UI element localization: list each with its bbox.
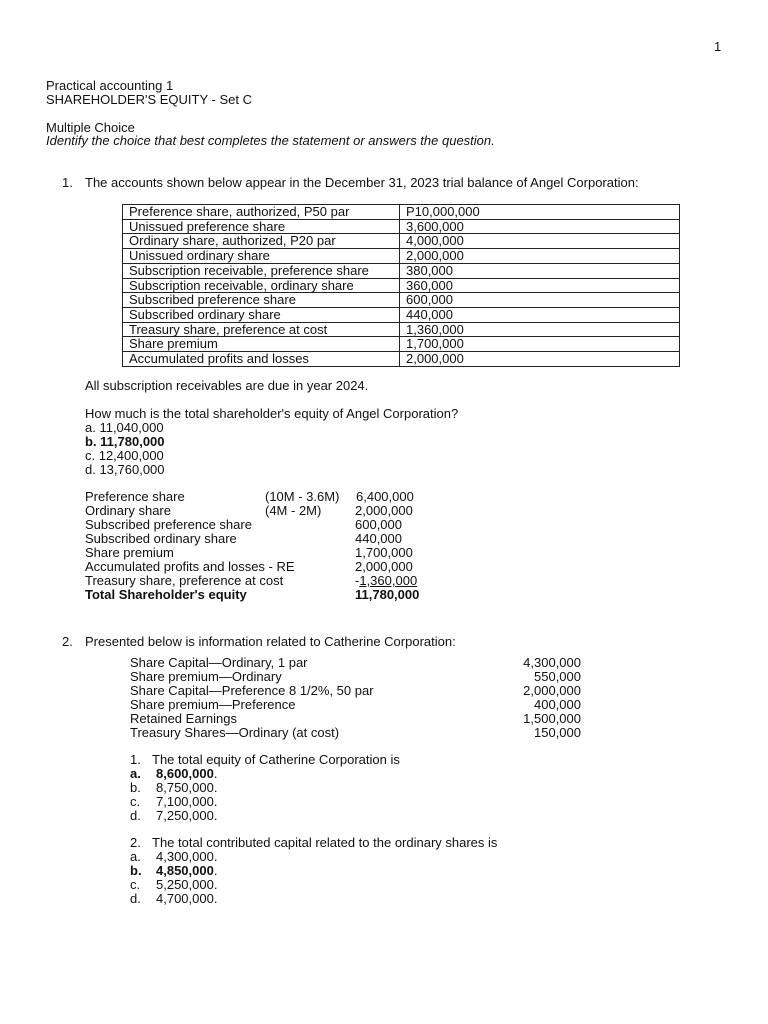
table-row	[123, 322, 680, 337]
amount-cell: P10,000,000	[400, 205, 680, 220]
answer-period: .	[213, 766, 218, 781]
amount-cell: 380,000	[400, 263, 680, 278]
solution-labels	[85, 490, 295, 602]
question-1-choices	[85, 421, 165, 477]
choice-letter: b.	[130, 780, 141, 795]
item-amount: 150,000	[534, 725, 581, 740]
question-1-number: 1.	[62, 175, 73, 190]
table-row	[123, 219, 680, 234]
solution-amount: 440,000	[355, 531, 402, 546]
amount-cell: 1,360,000	[400, 322, 680, 337]
amount-cell: 2,000,000	[400, 249, 680, 264]
solution-label: Subscribed ordinary share	[85, 531, 237, 546]
minus-sign: -	[355, 573, 360, 588]
amount-cell: 3,600,000	[400, 219, 680, 234]
subquestion-1-number: 1.	[130, 752, 141, 767]
choice-letter: b.	[130, 863, 142, 878]
choice-letter: a.	[130, 849, 141, 864]
page-number: 1	[714, 39, 722, 54]
choice-b: 8,750,000.	[156, 780, 218, 795]
account-cell: Treasury share, preference at cost	[123, 322, 400, 337]
subquestion-1-letters	[130, 767, 141, 823]
amount-cell: 440,000	[400, 307, 680, 322]
question-2-number: 2.	[62, 634, 73, 649]
amount-cell: 2,000,000	[400, 352, 680, 367]
solution-label: Treasury share, preference at cost	[85, 573, 284, 588]
item-label: Treasury Shares—Ordinary (at cost)	[130, 725, 340, 740]
solution-label: Subscribed preference share	[85, 517, 252, 532]
choice-letter: d.	[130, 808, 141, 823]
table-row	[123, 205, 680, 220]
solution-treasury-amount	[355, 574, 419, 588]
item-label: Retained Earnings	[130, 711, 237, 726]
subquestion-1-text: The total equity of Catherine Corporation is	[152, 752, 400, 767]
subscription-note: All subscription receivables are due in year 2024.	[85, 378, 369, 393]
choice-d: 7,250,000.	[156, 808, 218, 823]
answer-value: 8,600,000	[156, 766, 214, 781]
amount-cell: 600,000	[400, 293, 680, 308]
catherine-items-amounts	[481, 656, 581, 740]
solution-computations	[265, 490, 339, 518]
subquestion-1-choices	[156, 767, 217, 823]
item-label: Share premium—Preference	[130, 697, 296, 712]
item-label: Share Capital—Ordinary, 1 par	[130, 655, 308, 670]
choice-a-answer	[156, 767, 217, 781]
subquestion-2-letters	[130, 850, 142, 906]
subquestion-2-choices	[156, 850, 217, 906]
solution-amounts	[355, 490, 419, 602]
table-row	[123, 293, 680, 308]
account-cell: Subscription receivable, ordinary share	[123, 278, 400, 293]
set-title: SHAREHOLDER'S EQUITY - Set C	[46, 92, 252, 107]
table-row	[123, 337, 680, 352]
item-amount: 2,000,000	[523, 683, 581, 698]
solution-total-amount: 11,780,000	[355, 587, 420, 602]
account-cell: Unissued preference share	[123, 219, 400, 234]
solution-amount: 1,700,000	[355, 545, 413, 560]
subquestion-2-number: 2.	[130, 835, 141, 850]
item-amount: 4,300,000	[523, 655, 581, 670]
item-label: Share premium—Ordinary	[130, 669, 282, 684]
question-2-text: Presented below is information related to Catherine Corporation:	[85, 634, 456, 649]
item-amount: 1,500,000	[523, 711, 581, 726]
answer-period: .	[213, 863, 218, 878]
choice-c: c. 12,400,000	[85, 448, 164, 463]
solution-amount: 2,000,000	[355, 503, 413, 518]
choice-a: 4,300,000.	[156, 849, 218, 864]
amount-cell: 360,000	[400, 278, 680, 293]
solution-label: Ordinary share	[85, 503, 171, 518]
amount-cell: 4,000,000	[400, 234, 680, 249]
solution-label: Preference share	[85, 489, 185, 504]
computation: (10M - 3.6M)	[265, 489, 340, 504]
choice-letter: a.	[130, 766, 141, 781]
catherine-items-labels	[130, 656, 374, 740]
account-cell: Accumulated profits and losses	[123, 352, 400, 367]
section-title: Multiple Choice	[46, 120, 135, 135]
choice-c: 7,100,000.	[156, 794, 218, 809]
table-row	[123, 263, 680, 278]
item-amount: 400,000	[534, 697, 581, 712]
item-amount: 550,000	[534, 669, 581, 684]
account-cell: Subscribed preference share	[123, 293, 400, 308]
account-cell: Subscribed ordinary share	[123, 307, 400, 322]
computation: (4M - 2M)	[265, 503, 322, 518]
solution-label: Share premium	[85, 545, 174, 560]
trial-balance-table	[122, 204, 680, 367]
answer-value: 4,850,000	[156, 863, 214, 878]
solution-label: Accumulated profits and losses - RE	[85, 559, 295, 574]
choice-b-answer	[156, 864, 217, 878]
choice-b-answer: b. 11,780,000	[85, 434, 165, 449]
choice-letter: d.	[130, 891, 141, 906]
table-row	[123, 278, 680, 293]
choice-c: 5,250,000.	[156, 877, 218, 892]
solution-amount: 600,000	[355, 517, 402, 532]
question-1-text: The accounts shown below appear in the December 31, 2023 trial balance of Angel Corporation:	[85, 175, 639, 190]
table-row	[123, 234, 680, 249]
account-cell: Ordinary share, authorized, P20 par	[123, 234, 400, 249]
question-1-prompt: How much is the total shareholder's equity of Angel Corporation?	[85, 406, 459, 421]
course-title: Practical accounting 1	[46, 78, 174, 93]
choice-letter: c.	[130, 877, 141, 892]
instructions: Identify the choice that best completes the statement or answers the question.	[46, 133, 495, 148]
account-cell: Unissued ordinary share	[123, 249, 400, 264]
treasury-amount-value: 1,360,000	[359, 573, 418, 588]
choice-d: 4,700,000.	[156, 891, 218, 906]
choice-a: a. 11,040,000	[85, 420, 164, 435]
account-cell: Preference share, authorized, P50 par	[123, 205, 400, 220]
solution-amount: 6,400,000	[356, 489, 414, 504]
solution-total-label: Total Shareholder's equity	[85, 587, 247, 602]
solution-amount: 2,000,000	[355, 559, 413, 574]
table-row	[123, 249, 680, 264]
amount-cell: 1,700,000	[400, 337, 680, 352]
choice-d: d. 13,760,000	[85, 462, 165, 477]
item-label: Share Capital—Preference 8 1/2%, 50 par	[130, 683, 374, 698]
account-cell: Share premium	[123, 337, 400, 352]
table-row	[123, 307, 680, 322]
account-cell: Subscription receivable, preference share	[123, 263, 400, 278]
subquestion-2-text: The total contributed capital related to the ordinary shares is	[152, 835, 498, 850]
choice-letter: c.	[130, 794, 141, 809]
table-row	[123, 352, 680, 367]
